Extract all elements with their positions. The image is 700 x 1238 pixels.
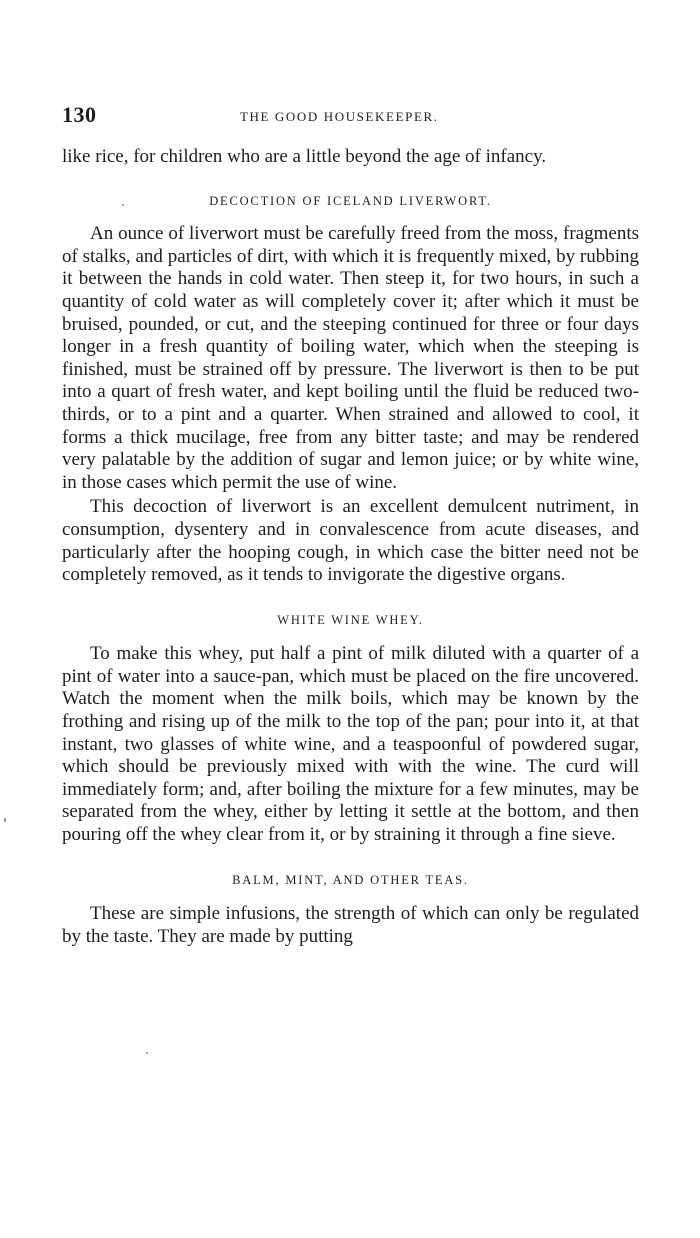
paper-speck [4, 818, 6, 822]
liverwort-paragraph-1: An ounce of liverwort must be carefully freed from the moss, fragments of stalks, and particles of dirt, with which it is frequently mixed, by rubbing it between the hands in cold water. Then steep it, for two hours, in such a quantity of cold water as will completely cover it; after which it must be bruised, pounded, or cut, and the steeping continued for three or four days longer in a fresh quantity of boiling water, which when the steeping is finished, must be strained off by pressure. The liverwort is then to be put into a quart of fresh water, and kept boiling until the fluid be reduced two-thirds, or to a pint and a quarter. When strained and allowed to cool, it forms a thick mucilage, free from any bitter taste; and may be rendered very palatable by the addition of sugar and lemon juice; or by white wine, in those cases which permit the use of wine. [62, 223, 639, 493]
page-header [62, 102, 637, 134]
running-head: THE GOOD HOUSEKEEPER. [240, 109, 439, 124]
page-number: 130 [62, 102, 97, 127]
paper-speck [122, 204, 124, 206]
whey-paragraph: To make this whey, put half a pint of milk diluted with a quarter of a pint of water into a sauce-pan, which must be placed on the fire uncovered. Watch the moment when the milk boils, which may be known by the frothing and rising up of the milk to the top of the pan; pour into it, at that instant, two glasses of white wine, and a teaspoonful of powdered sugar, which should be previously mixed with with the wine. The curd will immediately form; and, after boiling the mixture for a few minutes, may be separated from the whey, either by letting it settle at the bottom, and then pouring off the whey clear from it, or by straining it through a fine sieve. [62, 643, 639, 846]
continuation-paragraph: like rice, for children who are a little beyond the age of infancy. [62, 146, 547, 167]
section-heading-white-wine-whey: WHITE WINE WHEY. [277, 612, 424, 627]
paper-speck [146, 1052, 148, 1054]
section-heading-teas: BALM, MINT, AND OTHER TEAS. [232, 872, 469, 887]
teas-paragraph: These are simple infusions, the strength of which can only be regulated by the taste. They are made by putting [62, 903, 639, 947]
section-heading-liverwort: DECOCTION OF ICELAND LIVERWORT. [209, 193, 492, 208]
page-body [62, 146, 639, 948]
liverwort-paragraph-2: This decoction of liverwort is an excellent demulcent nutriment, in consumption, dysentery and in convalescence from acute diseases, and particularly after the hooping cough, in which case the bitter need not be completely removed, as it tends to invigorate the digestive organs. [62, 496, 639, 586]
